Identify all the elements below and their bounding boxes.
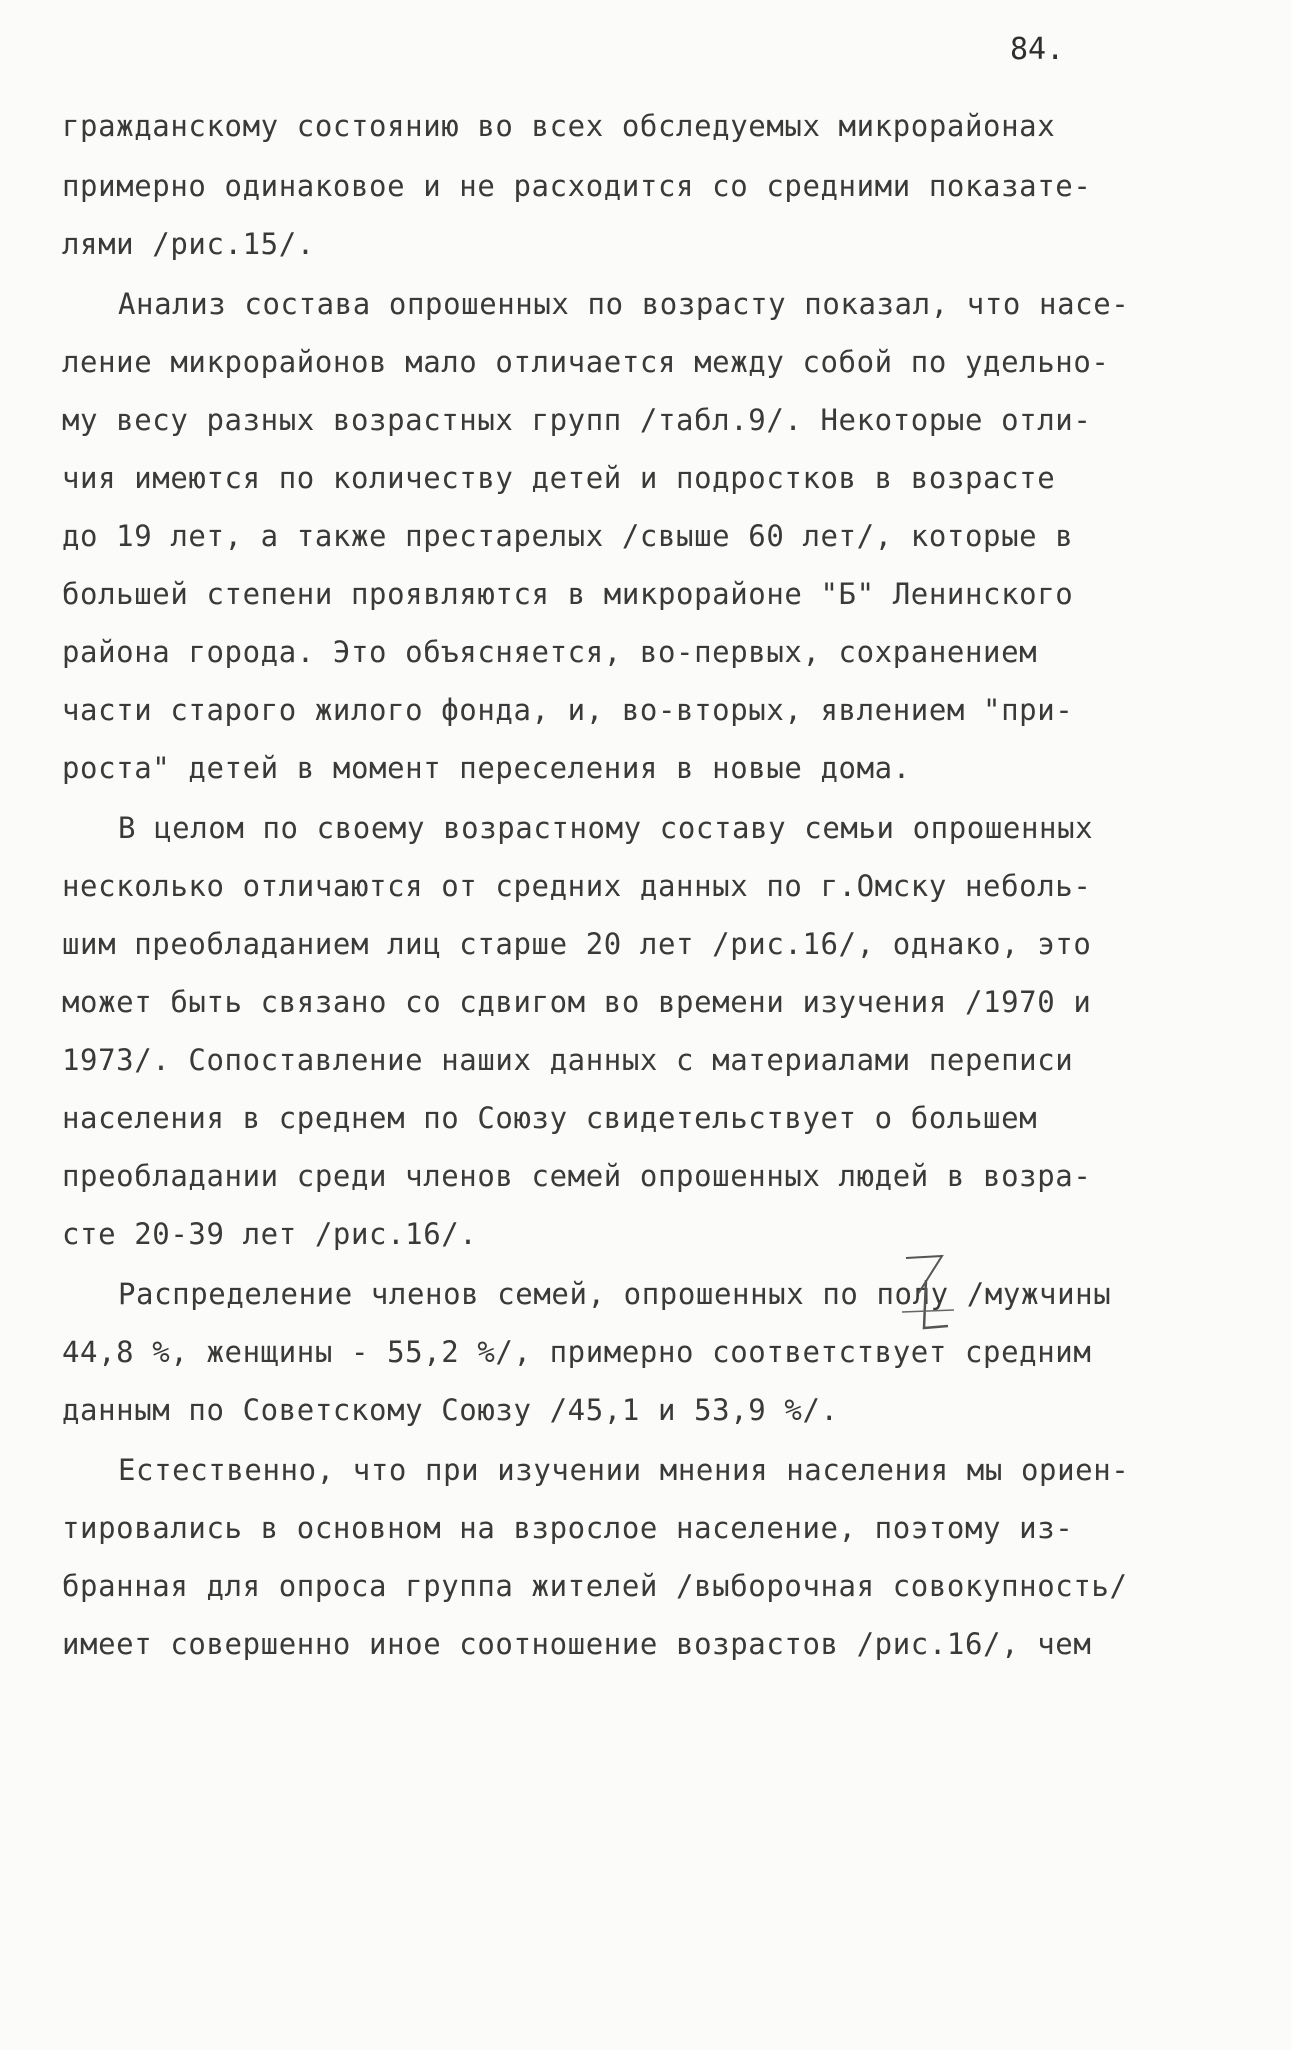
text-line: Анализ состава опрошенных по возрасту показал, что насе- bbox=[118, 287, 1130, 321]
text-line: ление микрорайонов мало отличается между собой по удельно- bbox=[62, 345, 1110, 379]
text-line: В целом по своему возрастному составу семьи опрошенных bbox=[118, 811, 1094, 845]
text-line: шим преобладанием лиц старше 20 лет /рис.16/, однако, это bbox=[62, 927, 1092, 961]
text-line: Распределение членов семей, опрошенных по полу /мужчины bbox=[118, 1277, 1112, 1311]
text-line: несколько отличаются от средних данных по г.Омску неболь- bbox=[62, 869, 1092, 903]
page-number: 84. bbox=[1010, 32, 1065, 67]
text-line: 44,8 %, женщины - 55,2 %/, примерно соответствует средним bbox=[62, 1335, 1092, 1369]
text-line: гражданскому состоянию во всех обследуемых микрорайонах bbox=[62, 109, 1056, 143]
text-line: чия имеются по количеству детей и подростков в возрасте bbox=[62, 461, 1056, 495]
text-line: населения в среднем по Союзу свидетельствует о большем bbox=[62, 1101, 1038, 1135]
text-line: части старого жилого фонда, и, во-вторых, явлением "при- bbox=[62, 693, 1074, 727]
handwritten-correction-mark bbox=[898, 1250, 958, 1340]
text-line: данным по Советскому Союзу /45,1 и 53,9 %/. bbox=[62, 1393, 839, 1427]
text-line: му весу разных возрастных групп /табл.9/. Некоторые отли- bbox=[62, 403, 1092, 437]
text-line: сте 20-39 лет /рис.16/. bbox=[62, 1217, 478, 1251]
text-line: бранная для опроса группа жителей /выборочная совокупность/ bbox=[62, 1569, 1128, 1603]
text-line: 1973/. Сопоставление наших данных с материалами переписи bbox=[62, 1043, 1074, 1077]
text-line: большей степени проявляются в микрорайоне "Б" Ленинского bbox=[62, 577, 1074, 611]
text-line: преобладании среди членов семей опрошенных людей в возра- bbox=[62, 1159, 1092, 1193]
text-line: роста" детей в момент переселения в новые дома. bbox=[62, 751, 911, 785]
text-line: Естественно, что при изучении мнения населения мы ориен- bbox=[118, 1453, 1130, 1487]
text-line: лями /рис.15/. bbox=[62, 227, 315, 261]
text-line: может быть связано со сдвигом во времени изучения /1970 и bbox=[62, 985, 1092, 1019]
text-line: до 19 лет, а также престарелых /свыше 60 лет/, которые в bbox=[62, 519, 1074, 553]
text-line: примерно одинаковое и не расходится со средними показате- bbox=[62, 169, 1092, 203]
text-line: тировались в основном на взрослое население, поэтому из- bbox=[62, 1511, 1074, 1545]
text-line: имеет совершенно иное соотношение возрастов /рис.16/, чем bbox=[62, 1627, 1092, 1661]
text-line: района города. Это объясняется, во-первых, сохранением bbox=[62, 635, 1038, 669]
